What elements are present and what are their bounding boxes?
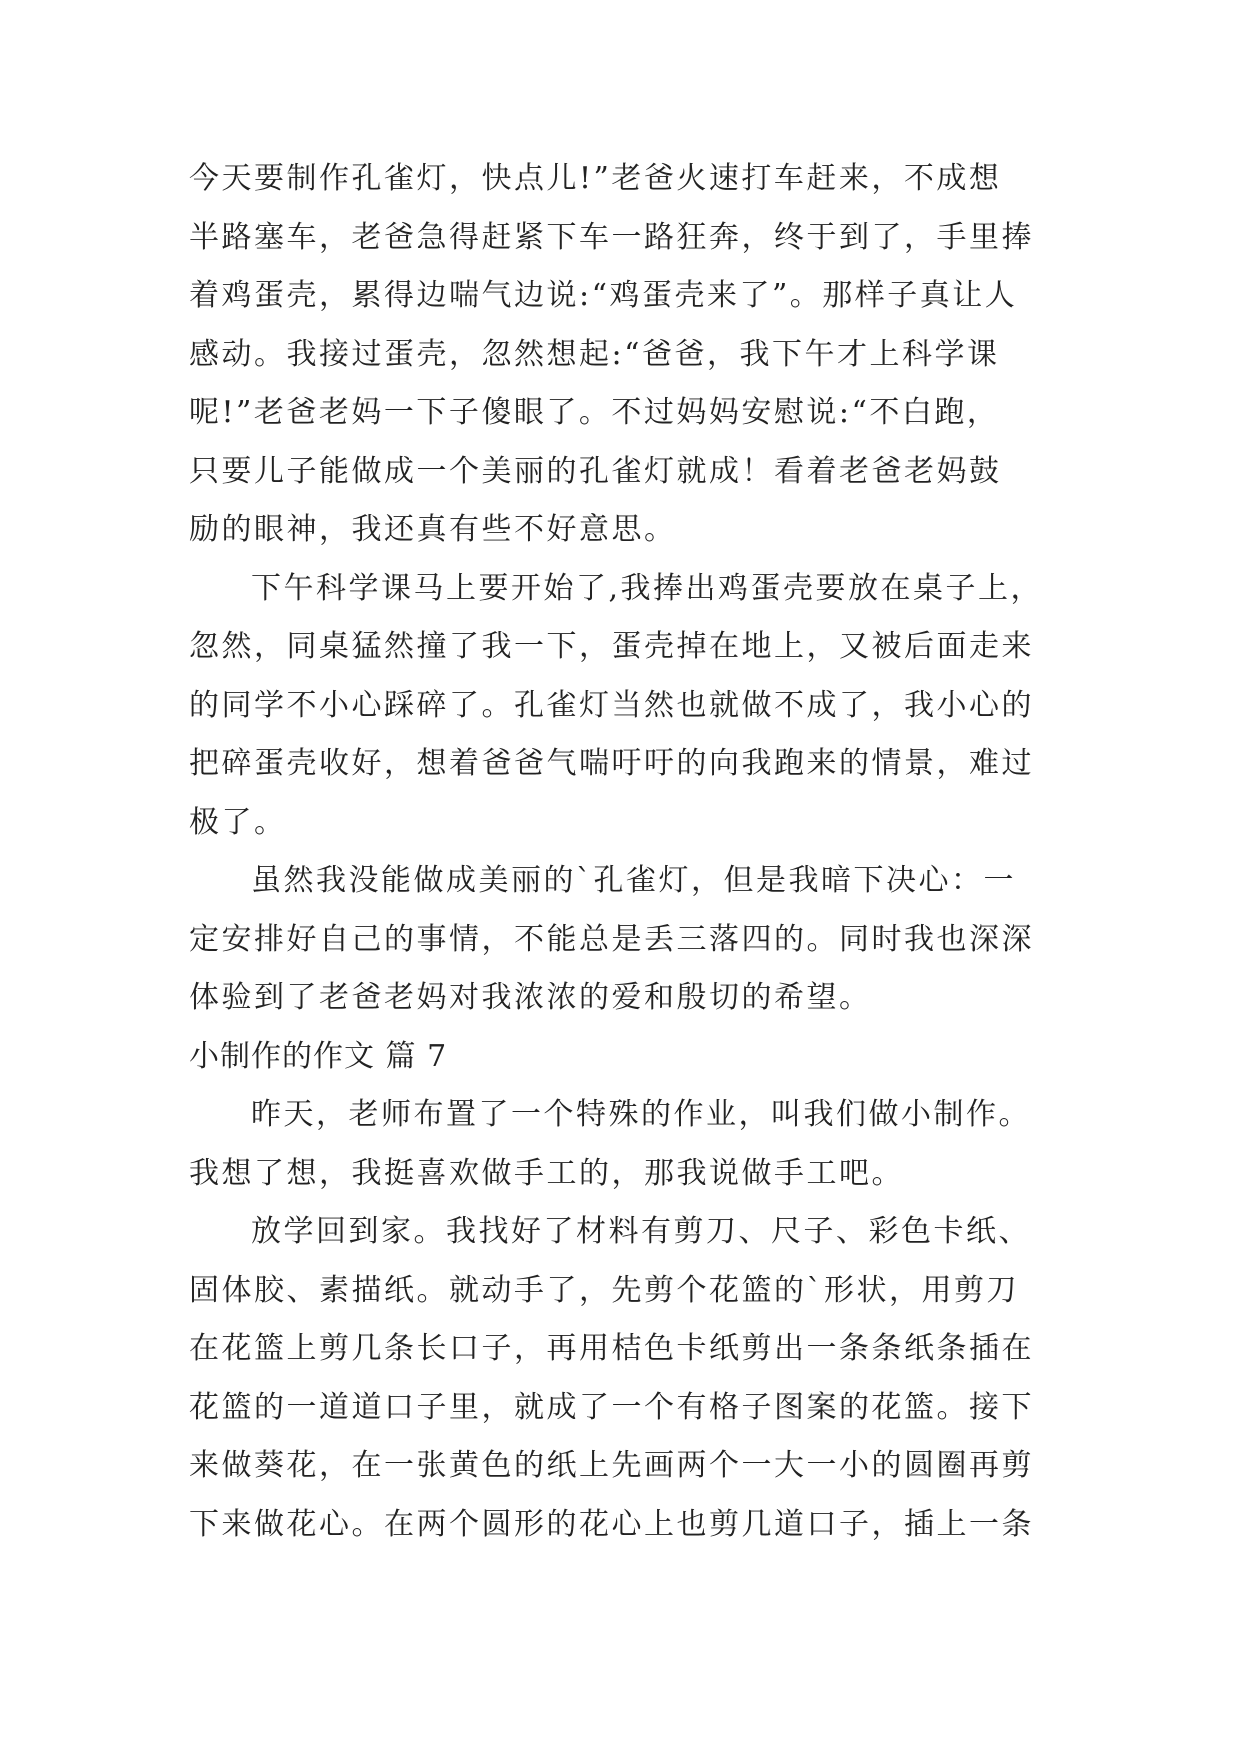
text-line: 励的眼神，我还真有些不好意思。 (189, 512, 677, 547)
text-line: 花篮的一道道口子里，就成了一个有格子图案的花篮。接下 (189, 1389, 1034, 1425)
paragraph (189, 1086, 1059, 1203)
text-line: 下午科学课马上要开始了,我捧出鸡蛋壳要放在桌子上， (251, 570, 1044, 606)
text-line: 我想了想，我挺喜欢做手工的，那我说做手工吧。 (189, 1155, 904, 1191)
text-line: 的同学不小心踩碎了。孔雀灯当然也就做不成了，我小心的 (189, 687, 1034, 723)
paragraph (189, 852, 1059, 1028)
text-line: 着鸡蛋壳，累得边喘气边说:“鸡蛋壳来了”。那样子真让人 (189, 278, 1018, 313)
text-line: 昨天，老师布置了一个特殊的作业，叫我们做小制作。 (251, 1097, 1031, 1132)
section-heading: 小制作的作文 篇 7 (189, 1038, 448, 1074)
text-line: 忽然，同桌猛然撞了我一下，蛋壳掉在地上，又被后面走来 (189, 629, 1034, 664)
text-line: 虽然我没能做成美丽的`孔雀灯，但是我暗下决心：一 (251, 863, 1016, 898)
paragraph (189, 150, 1059, 560)
text-line: 把碎蛋壳收好，想着爸爸气喘吁吁的向我跑来的情景，难过 (189, 746, 1034, 781)
text-line: 在花篮上剪几条长口子，再用桔色卡纸剪出一条条纸条插在 (189, 1331, 1034, 1366)
text-line: 半路塞车，老爸急得赶紧下车一路狂奔，终于到了，手里捧 (189, 219, 1034, 255)
text-line: 定安排好自己的事情，不能总是丢三落四的。同时我也深深 (189, 921, 1034, 957)
text-line: 呢!”老爸老妈一下子傻眼了。不过妈妈安慰说:“不白跑， (189, 395, 1000, 430)
text-line: 放学回到家。我找好了材料有剪刀、尺子、彩色卡纸、 (251, 1214, 1031, 1249)
text-line: 感动。我接过蛋壳，忽然想起:“爸爸，我下午才上科学课 (189, 336, 1000, 372)
text-line: 固体胶、素描纸。就动手了，先剪个花篮的`形状，用剪刀 (189, 1272, 1019, 1308)
text-line: 来做葵花，在一张黄色的纸上先画两个一大一小的圆圈再剪 (189, 1448, 1034, 1483)
text-line: 只要儿子能做成一个美丽的孔雀灯就成！看着老爸老妈鼓 (189, 453, 1002, 489)
paragraph (189, 1203, 1059, 1554)
text-line: 下来做花心。在两个圆形的花心上也剪几道口子，插上一条 (189, 1506, 1034, 1542)
text-line: 体验到了老爸老妈对我浓浓的爱和殷切的希望。 (189, 980, 872, 1015)
text-line: 今天要制作孔雀灯，快点儿!”老爸火速打车赶来，不成想 (189, 161, 1002, 196)
paragraph (189, 560, 1059, 853)
essay-body (189, 150, 1059, 1554)
text-line: 极了。 (189, 804, 287, 840)
